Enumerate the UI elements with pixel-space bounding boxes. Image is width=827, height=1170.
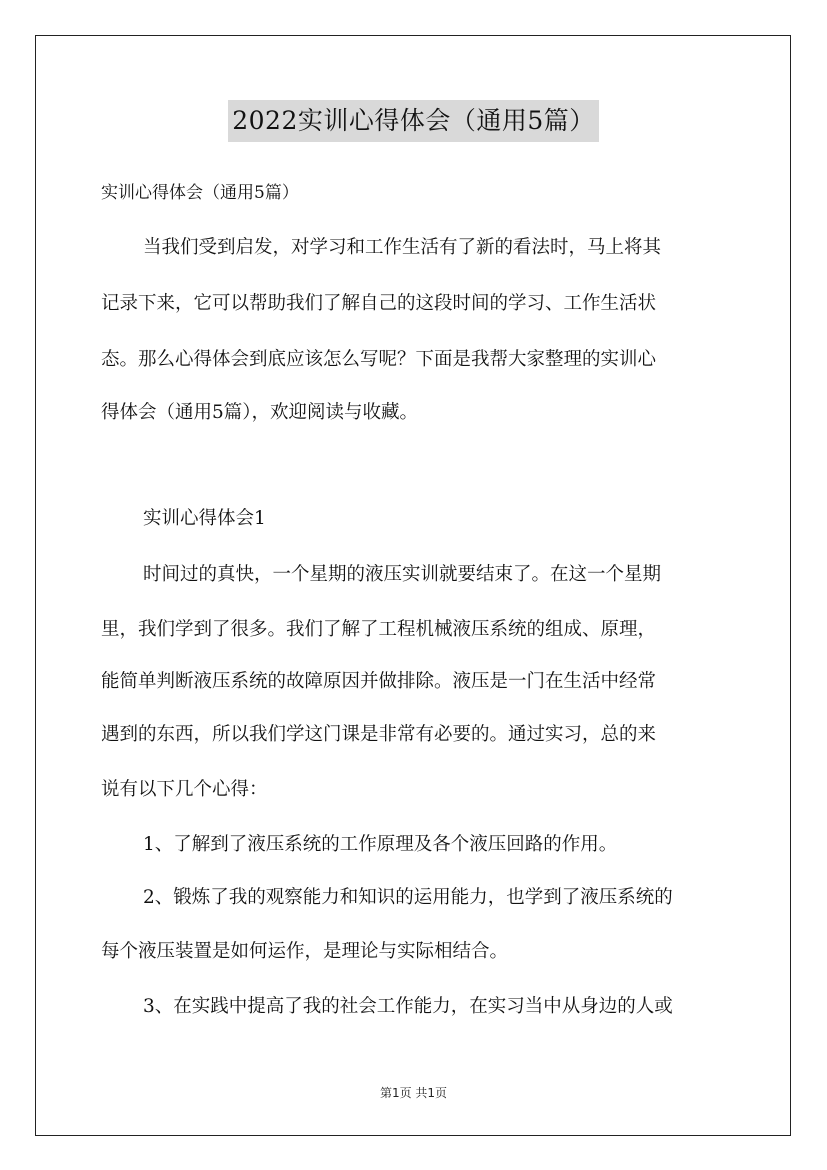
body-line: 能简单判断液压系统的故障原因并做排除。液压是一门在生活中经常 (101, 671, 657, 692)
body-line: 时间过的真快，一个星期的液压实训就要结束了。在这一个星期 (143, 564, 662, 585)
document-title: 2022实训心得体会（通用5篇） (228, 100, 599, 142)
page-footer: 第1页 共1页 (379, 1086, 448, 1100)
body-line: 每个液压装置是如何运作，是理论与实际相结合。 (101, 941, 509, 962)
section-heading: 实训心得体会1 (143, 508, 266, 529)
body-line: 说有以下几个心得： (101, 779, 268, 800)
intro-line: 记录下来，它可以帮助我们了解自己的这段时间的学习、工作生活状 (101, 293, 657, 314)
body-line: 里，我们学到了很多。我们了解了工程机械液压系统的组成、原理， (101, 619, 657, 640)
body-line: 3、在实践中提高了我的社会工作能力，在实习当中从身边的人或 (143, 996, 673, 1017)
intro-line: 态。那么心得体会到底应该怎么写呢？下面是我帮大家整理的实训心 (101, 349, 657, 370)
intro-line: 得体会（通用5篇），欢迎阅读与收藏。 (101, 402, 419, 423)
document-title-wrap (0, 100, 827, 142)
intro-line: 当我们受到启发，对学习和工作生活有了新的看法时，马上将其 (143, 237, 662, 258)
body-line: 2、锻炼了我的观察能力和知识的运用能力，也学到了液压系统的 (143, 887, 673, 908)
document-subtitle: 实训心得体会（通用5篇） (101, 183, 299, 203)
body-line: 1、了解到了液压系统的工作原理及各个液压回路的作用。 (143, 834, 618, 855)
body-line: 遇到的东西，所以我们学这门课是非常有必要的。通过实习，总的来 (101, 724, 657, 745)
